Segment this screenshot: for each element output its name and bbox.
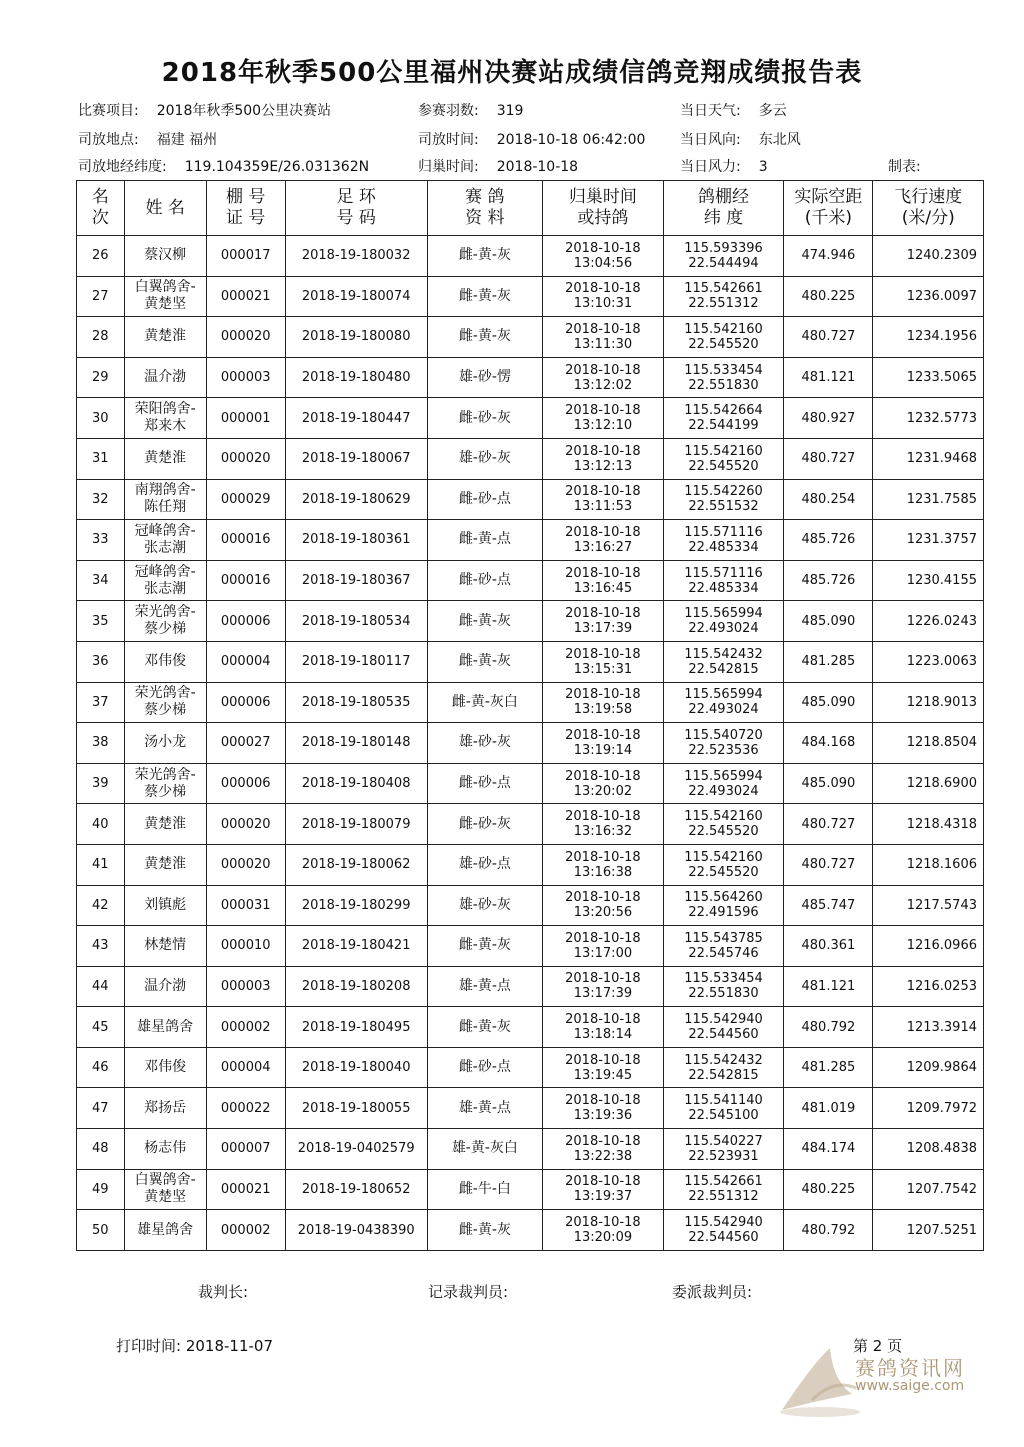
cell-ring-no: 2018-19-180299 xyxy=(285,885,427,926)
cell-distance: 480.727 xyxy=(784,317,873,358)
table-row xyxy=(77,1047,984,1088)
cell-name: 黄楚淮 xyxy=(124,438,206,479)
cell-name: 荣光鸽舍- 蔡少梯 xyxy=(124,682,206,723)
cell-loft-coord: 115.540720 22.523536 xyxy=(663,723,784,764)
cell-ring-no: 2018-19-180208 xyxy=(285,966,427,1007)
table-row xyxy=(77,1169,984,1210)
cell-loft-no: 000027 xyxy=(206,723,285,764)
cell-loft-coord: 115.565994 22.493024 xyxy=(663,601,784,642)
cell-ring-no: 2018-19-180062 xyxy=(285,844,427,885)
cell-speed: 1233.5065 xyxy=(873,357,984,398)
cell-rank: 35 xyxy=(77,601,125,642)
cell-rank: 45 xyxy=(77,1007,125,1048)
cell-arrival: 2018-10-18 13:19:58 xyxy=(543,682,664,723)
cell-loft-coord: 115.533454 22.551830 xyxy=(663,966,784,1007)
cell-rank: 31 xyxy=(77,438,125,479)
cell-rank: 28 xyxy=(77,317,125,358)
cell-speed: 1232.5773 xyxy=(873,398,984,439)
table-row xyxy=(77,276,984,317)
cell-loft-no: 000020 xyxy=(206,317,285,358)
info-release-coord: 司放地经纬度: 119.104359E/26.031362N xyxy=(78,159,370,175)
cell-pigeon-info: 雌-黄-灰 xyxy=(427,236,543,277)
cell-arrival: 2018-10-18 13:17:39 xyxy=(543,601,664,642)
cell-arrival: 2018-10-18 13:19:14 xyxy=(543,723,664,764)
cell-rank: 34 xyxy=(77,560,125,601)
cell-loft-coord: 115.565994 22.493024 xyxy=(663,682,784,723)
table-row xyxy=(77,641,984,682)
cell-name: 白翼鸽舍- 黄楚坚 xyxy=(124,276,206,317)
cell-pigeon-info: 雌-砂-灰 xyxy=(427,804,543,845)
cell-loft-no: 000020 xyxy=(206,804,285,845)
info-birds: 参赛羽数: 319 xyxy=(418,103,524,119)
table-row xyxy=(77,1007,984,1048)
cell-speed: 1231.9468 xyxy=(873,438,984,479)
cell-arrival: 2018-10-18 13:19:37 xyxy=(543,1169,664,1210)
cell-loft-no: 000022 xyxy=(206,1088,285,1129)
table-row xyxy=(77,885,984,926)
cell-arrival: 2018-10-18 13:16:38 xyxy=(543,844,664,885)
cell-loft-coord: 115.543785 22.545746 xyxy=(663,926,784,967)
cell-ring-no: 2018-19-180652 xyxy=(285,1169,427,1210)
cell-speed: 1217.5743 xyxy=(873,885,984,926)
cell-loft-coord: 115.564260 22.491596 xyxy=(663,885,784,926)
cell-pigeon-info: 雌-砂-点 xyxy=(427,479,543,520)
table-header-row xyxy=(77,181,984,236)
header-loft-coord: 鸽棚经 纬 度 xyxy=(663,181,784,236)
cell-name: 蔡汉柳 xyxy=(124,236,206,277)
cell-distance: 484.174 xyxy=(784,1129,873,1170)
cell-ring-no: 2018-19-180534 xyxy=(285,601,427,642)
cell-arrival: 2018-10-18 13:12:02 xyxy=(543,357,664,398)
cell-arrival: 2018-10-18 13:16:32 xyxy=(543,804,664,845)
cell-speed: 1208.4838 xyxy=(873,1129,984,1170)
cell-loft-no: 000003 xyxy=(206,357,285,398)
cell-name: 黄楚淮 xyxy=(124,844,206,885)
table-row xyxy=(77,763,984,804)
cell-ring-no: 2018-19-180148 xyxy=(285,723,427,764)
cell-rank: 38 xyxy=(77,723,125,764)
cell-loft-coord: 115.540227 22.523931 xyxy=(663,1129,784,1170)
cell-ring-no: 2018-19-0438390 xyxy=(285,1210,427,1251)
cell-name: 雄星鸽舍 xyxy=(124,1210,206,1251)
header-ring-no: 足 环 号 码 xyxy=(285,181,427,236)
table-row xyxy=(77,601,984,642)
cell-loft-coord: 115.571116 22.485334 xyxy=(663,560,784,601)
cell-pigeon-info: 雄-砂-灰 xyxy=(427,438,543,479)
cell-name: 冠峰鸽舍- 张志潮 xyxy=(124,560,206,601)
cell-speed: 1209.9864 xyxy=(873,1047,984,1088)
cell-rank: 43 xyxy=(77,926,125,967)
cell-distance: 485.726 xyxy=(784,560,873,601)
cell-arrival: 2018-10-18 13:20:56 xyxy=(543,885,664,926)
cell-loft-no: 000006 xyxy=(206,682,285,723)
header-distance: 实际空距 (千米) xyxy=(784,181,873,236)
cell-arrival: 2018-10-18 13:16:45 xyxy=(543,560,664,601)
cell-arrival: 2018-10-18 13:16:27 xyxy=(543,520,664,561)
table-row xyxy=(77,520,984,561)
cell-ring-no: 2018-19-180421 xyxy=(285,926,427,967)
cell-speed: 1226.0243 xyxy=(873,601,984,642)
cell-loft-no: 000004 xyxy=(206,1047,285,1088)
cell-loft-no: 000001 xyxy=(206,398,285,439)
cell-name: 白翼鸽舍- 黄楚坚 xyxy=(124,1169,206,1210)
print-time: 打印时间: 2018-11-07 xyxy=(116,1337,273,1355)
cell-loft-no: 000029 xyxy=(206,479,285,520)
cell-loft-no: 000004 xyxy=(206,641,285,682)
cell-rank: 41 xyxy=(77,844,125,885)
cell-loft-no: 000020 xyxy=(206,844,285,885)
cell-name: 荣阳鸽舍- 郑来木 xyxy=(124,398,206,439)
table-row xyxy=(77,560,984,601)
cell-arrival: 2018-10-18 13:17:39 xyxy=(543,966,664,1007)
cell-loft-no: 000007 xyxy=(206,1129,285,1170)
info-return-time: 归巢时间: 2018-10-18 xyxy=(418,159,579,175)
cell-arrival: 2018-10-18 13:15:31 xyxy=(543,641,664,682)
info-maker: 制表: xyxy=(888,159,921,175)
cell-loft-coord: 115.571116 22.485334 xyxy=(663,520,784,561)
cell-pigeon-info: 雌-砂-灰 xyxy=(427,398,543,439)
cell-rank: 37 xyxy=(77,682,125,723)
cell-distance: 485.090 xyxy=(784,601,873,642)
cell-rank: 44 xyxy=(77,966,125,1007)
cell-arrival: 2018-10-18 13:04:56 xyxy=(543,236,664,277)
cell-speed: 1218.9013 xyxy=(873,682,984,723)
cell-speed: 1223.0063 xyxy=(873,641,984,682)
chief-judge-label: 裁判长: xyxy=(198,1283,249,1301)
cell-loft-coord: 115.593396 22.544494 xyxy=(663,236,784,277)
cell-loft-coord: 115.565994 22.493024 xyxy=(663,763,784,804)
cell-arrival: 2018-10-18 13:17:00 xyxy=(543,926,664,967)
cell-ring-no: 2018-19-180067 xyxy=(285,438,427,479)
table-row xyxy=(77,438,984,479)
cell-loft-coord: 115.542160 22.545520 xyxy=(663,317,784,358)
cell-pigeon-info: 雌-黄-灰 xyxy=(427,1210,543,1251)
table-row xyxy=(77,1210,984,1251)
cell-loft-no: 000021 xyxy=(206,1169,285,1210)
cell-speed: 1218.1606 xyxy=(873,844,984,885)
cell-distance: 480.792 xyxy=(784,1007,873,1048)
cell-rank: 39 xyxy=(77,763,125,804)
cell-name: 荣光鸽舍- 蔡少梯 xyxy=(124,763,206,804)
table-row xyxy=(77,1129,984,1170)
cell-loft-coord: 115.542160 22.545520 xyxy=(663,438,784,479)
cell-arrival: 2018-10-18 13:22:38 xyxy=(543,1129,664,1170)
cell-distance: 481.121 xyxy=(784,966,873,1007)
cell-name: 邓伟俊 xyxy=(124,641,206,682)
watermark-url: www.saige.com xyxy=(855,1378,965,1394)
cell-loft-no: 000006 xyxy=(206,763,285,804)
table-row xyxy=(77,966,984,1007)
cell-pigeon-info: 雌-黄-灰 xyxy=(427,601,543,642)
cell-loft-no: 000017 xyxy=(206,236,285,277)
cell-loft-coord: 115.541140 22.545100 xyxy=(663,1088,784,1129)
cell-pigeon-info: 雌-砂-点 xyxy=(427,763,543,804)
cell-pigeon-info: 雌-砂-点 xyxy=(427,1047,543,1088)
cell-rank: 33 xyxy=(77,520,125,561)
cell-pigeon-info: 雄-砂-点 xyxy=(427,844,543,885)
cell-distance: 481.285 xyxy=(784,641,873,682)
cell-rank: 30 xyxy=(77,398,125,439)
table-row xyxy=(77,398,984,439)
table-row xyxy=(77,1088,984,1129)
cell-pigeon-info: 雌-牛-白 xyxy=(427,1169,543,1210)
cell-rank: 32 xyxy=(77,479,125,520)
cell-distance: 485.090 xyxy=(784,682,873,723)
cell-loft-coord: 115.542432 22.542815 xyxy=(663,641,784,682)
cell-pigeon-info: 雄-黄-点 xyxy=(427,1088,543,1129)
delegate-label: 委派裁判员: xyxy=(672,1283,753,1301)
cell-name: 雄星鸽舍 xyxy=(124,1007,206,1048)
info-wind-direction: 当日风向: 东北风 xyxy=(680,132,801,148)
cell-loft-coord: 115.542260 22.551532 xyxy=(663,479,784,520)
cell-loft-coord: 115.542160 22.545520 xyxy=(663,844,784,885)
cell-name: 冠峰鸽舍- 张志潮 xyxy=(124,520,206,561)
cell-distance: 481.019 xyxy=(784,1088,873,1129)
cell-ring-no: 2018-19-180074 xyxy=(285,276,427,317)
cell-loft-no: 000010 xyxy=(206,926,285,967)
cell-distance: 480.254 xyxy=(784,479,873,520)
cell-ring-no: 2018-19-0402579 xyxy=(285,1129,427,1170)
cell-loft-no: 000020 xyxy=(206,438,285,479)
report-title: 2018年秋季500公里福州决赛站成绩信鸽竞翔成绩报告表 xyxy=(161,58,863,88)
cell-name: 郑扬岳 xyxy=(124,1088,206,1129)
cell-arrival: 2018-10-18 13:11:53 xyxy=(543,479,664,520)
cell-distance: 485.726 xyxy=(784,520,873,561)
table-row xyxy=(77,804,984,845)
cell-loft-coord: 115.542940 22.544560 xyxy=(663,1210,784,1251)
watermark-text: 赛鸽资讯网 xyxy=(855,1356,965,1380)
cell-loft-coord: 115.542661 22.551312 xyxy=(663,1169,784,1210)
cell-pigeon-info: 雄-黄-点 xyxy=(427,966,543,1007)
cell-name: 温介渤 xyxy=(124,357,206,398)
cell-ring-no: 2018-19-180629 xyxy=(285,479,427,520)
cell-loft-coord: 115.533454 22.551830 xyxy=(663,357,784,398)
cell-distance: 481.121 xyxy=(784,357,873,398)
cell-speed: 1231.7585 xyxy=(873,479,984,520)
cell-speed: 1213.3914 xyxy=(873,1007,984,1048)
cell-pigeon-info: 雌-黄-点 xyxy=(427,520,543,561)
cell-loft-no: 000002 xyxy=(206,1007,285,1048)
cell-name: 汤小龙 xyxy=(124,723,206,764)
header-pigeon-info: 赛 鸽 资 料 xyxy=(427,181,543,236)
cell-rank: 47 xyxy=(77,1088,125,1129)
cell-name: 林楚情 xyxy=(124,926,206,967)
cell-arrival: 2018-10-18 13:20:09 xyxy=(543,1210,664,1251)
cell-loft-no: 000006 xyxy=(206,601,285,642)
cell-ring-no: 2018-19-180055 xyxy=(285,1088,427,1129)
cell-arrival: 2018-10-18 13:12:13 xyxy=(543,438,664,479)
cell-speed: 1216.0966 xyxy=(873,926,984,967)
cell-pigeon-info: 雌-黄-灰 xyxy=(427,926,543,967)
table-row xyxy=(77,723,984,764)
cell-ring-no: 2018-19-180040 xyxy=(285,1047,427,1088)
cell-speed: 1218.6900 xyxy=(873,763,984,804)
info-release-place: 司放地点: 福建 福州 xyxy=(78,132,218,148)
cell-pigeon-info: 雌-黄-灰 xyxy=(427,317,543,358)
cell-pigeon-info: 雌-黄-灰白 xyxy=(427,682,543,723)
cell-rank: 49 xyxy=(77,1169,125,1210)
cell-loft-no: 000016 xyxy=(206,560,285,601)
cell-name: 刘镇彪 xyxy=(124,885,206,926)
cell-ring-no: 2018-19-180535 xyxy=(285,682,427,723)
table-row xyxy=(77,317,984,358)
cell-pigeon-info: 雄-黄-灰白 xyxy=(427,1129,543,1170)
cell-loft-no: 000003 xyxy=(206,966,285,1007)
cell-ring-no: 2018-19-180079 xyxy=(285,804,427,845)
header-loft-no: 棚 号 证 号 xyxy=(206,181,285,236)
cell-arrival: 2018-10-18 13:19:36 xyxy=(543,1088,664,1129)
info-weather: 当日天气: 多云 xyxy=(680,103,787,119)
info-release-time: 司放时间: 2018-10-18 06:42:00 xyxy=(418,132,646,148)
cell-rank: 48 xyxy=(77,1129,125,1170)
cell-loft-no: 000002 xyxy=(206,1210,285,1251)
cell-arrival: 2018-10-18 13:11:30 xyxy=(543,317,664,358)
cell-speed: 1218.8504 xyxy=(873,723,984,764)
cell-loft-no: 000021 xyxy=(206,276,285,317)
cell-pigeon-info: 雌-黄-灰 xyxy=(427,641,543,682)
cell-name: 荣光鸽舍- 蔡少梯 xyxy=(124,601,206,642)
header-name: 姓 名 xyxy=(124,181,206,236)
table-row xyxy=(77,236,984,277)
cell-rank: 50 xyxy=(77,1210,125,1251)
table-row xyxy=(77,682,984,723)
cell-ring-no: 2018-19-180367 xyxy=(285,560,427,601)
cell-name: 温介渤 xyxy=(124,966,206,1007)
cell-arrival: 2018-10-18 13:10:31 xyxy=(543,276,664,317)
cell-arrival: 2018-10-18 13:18:14 xyxy=(543,1007,664,1048)
cell-arrival: 2018-10-18 13:12:10 xyxy=(543,398,664,439)
info-event: 比赛项目: 2018年秋季500公里决赛站 xyxy=(78,103,332,119)
cell-loft-no: 000016 xyxy=(206,520,285,561)
cell-distance: 485.747 xyxy=(784,885,873,926)
cell-pigeon-info: 雄-砂-灰 xyxy=(427,885,543,926)
header-arrival: 归巢时间 或持鸽 xyxy=(543,181,664,236)
cell-speed: 1207.5251 xyxy=(873,1210,984,1251)
cell-loft-coord: 115.542432 22.542815 xyxy=(663,1047,784,1088)
table-row xyxy=(77,479,984,520)
cell-arrival: 2018-10-18 13:20:02 xyxy=(543,763,664,804)
table-row xyxy=(77,926,984,967)
cell-distance: 480.225 xyxy=(784,276,873,317)
table-row xyxy=(77,844,984,885)
header-speed: 飞行速度 (米/分) xyxy=(873,181,984,236)
cell-loft-no: 000031 xyxy=(206,885,285,926)
cell-loft-coord: 115.542664 22.544199 xyxy=(663,398,784,439)
cell-rank: 26 xyxy=(77,236,125,277)
cell-ring-no: 2018-19-180495 xyxy=(285,1007,427,1048)
cell-distance: 484.168 xyxy=(784,723,873,764)
cell-distance: 485.090 xyxy=(784,763,873,804)
cell-rank: 29 xyxy=(77,357,125,398)
cell-rank: 36 xyxy=(77,641,125,682)
cell-ring-no: 2018-19-180480 xyxy=(285,357,427,398)
info-wind-force: 当日风力: 3 xyxy=(680,159,768,175)
header-rank: 名 次 xyxy=(77,181,125,236)
cell-distance: 480.727 xyxy=(784,804,873,845)
cell-loft-coord: 115.542940 22.544560 xyxy=(663,1007,784,1048)
cell-arrival: 2018-10-18 13:19:45 xyxy=(543,1047,664,1088)
cell-rank: 42 xyxy=(77,885,125,926)
cell-pigeon-info: 雄-砂-灰 xyxy=(427,723,543,764)
page-number: 第 2 页 xyxy=(853,1337,903,1355)
results-table xyxy=(76,180,984,1251)
cell-ring-no: 2018-19-180408 xyxy=(285,763,427,804)
cell-distance: 480.727 xyxy=(784,438,873,479)
cell-pigeon-info: 雄-砂-愣 xyxy=(427,357,543,398)
cell-speed: 1240.2309 xyxy=(873,236,984,277)
cell-distance: 480.361 xyxy=(784,926,873,967)
cell-name: 邓伟俊 xyxy=(124,1047,206,1088)
cell-name: 杨志伟 xyxy=(124,1129,206,1170)
cell-ring-no: 2018-19-180032 xyxy=(285,236,427,277)
cell-name: 黄楚淮 xyxy=(124,317,206,358)
cell-rank: 27 xyxy=(77,276,125,317)
cell-speed: 1207.7542 xyxy=(873,1169,984,1210)
cell-distance: 480.927 xyxy=(784,398,873,439)
cell-speed: 1209.7972 xyxy=(873,1088,984,1129)
cell-speed: 1236.0097 xyxy=(873,276,984,317)
cell-speed: 1231.3757 xyxy=(873,520,984,561)
cell-distance: 480.727 xyxy=(784,844,873,885)
cell-ring-no: 2018-19-180117 xyxy=(285,641,427,682)
cell-speed: 1234.1956 xyxy=(873,317,984,358)
cell-loft-coord: 115.542160 22.545520 xyxy=(663,804,784,845)
cell-speed: 1216.0253 xyxy=(873,966,984,1007)
cell-ring-no: 2018-19-180361 xyxy=(285,520,427,561)
cell-ring-no: 2018-19-180080 xyxy=(285,317,427,358)
table-row xyxy=(77,357,984,398)
cell-name: 南翔鸽舍- 陈任翔 xyxy=(124,479,206,520)
cell-rank: 46 xyxy=(77,1047,125,1088)
cell-distance: 480.225 xyxy=(784,1169,873,1210)
cell-speed: 1218.4318 xyxy=(873,804,984,845)
cell-ring-no: 2018-19-180447 xyxy=(285,398,427,439)
cell-distance: 474.946 xyxy=(784,236,873,277)
cell-distance: 480.792 xyxy=(784,1210,873,1251)
cell-rank: 40 xyxy=(77,804,125,845)
cell-distance: 481.285 xyxy=(784,1047,873,1088)
cell-loft-coord: 115.542661 22.551312 xyxy=(663,276,784,317)
cell-pigeon-info: 雌-黄-灰 xyxy=(427,276,543,317)
cell-pigeon-info: 雌-黄-灰 xyxy=(427,1007,543,1048)
cell-speed: 1230.4155 xyxy=(873,560,984,601)
cell-name: 黄楚淮 xyxy=(124,804,206,845)
recorder-label: 记录裁判员: xyxy=(428,1283,509,1301)
cell-pigeon-info: 雌-砂-点 xyxy=(427,560,543,601)
